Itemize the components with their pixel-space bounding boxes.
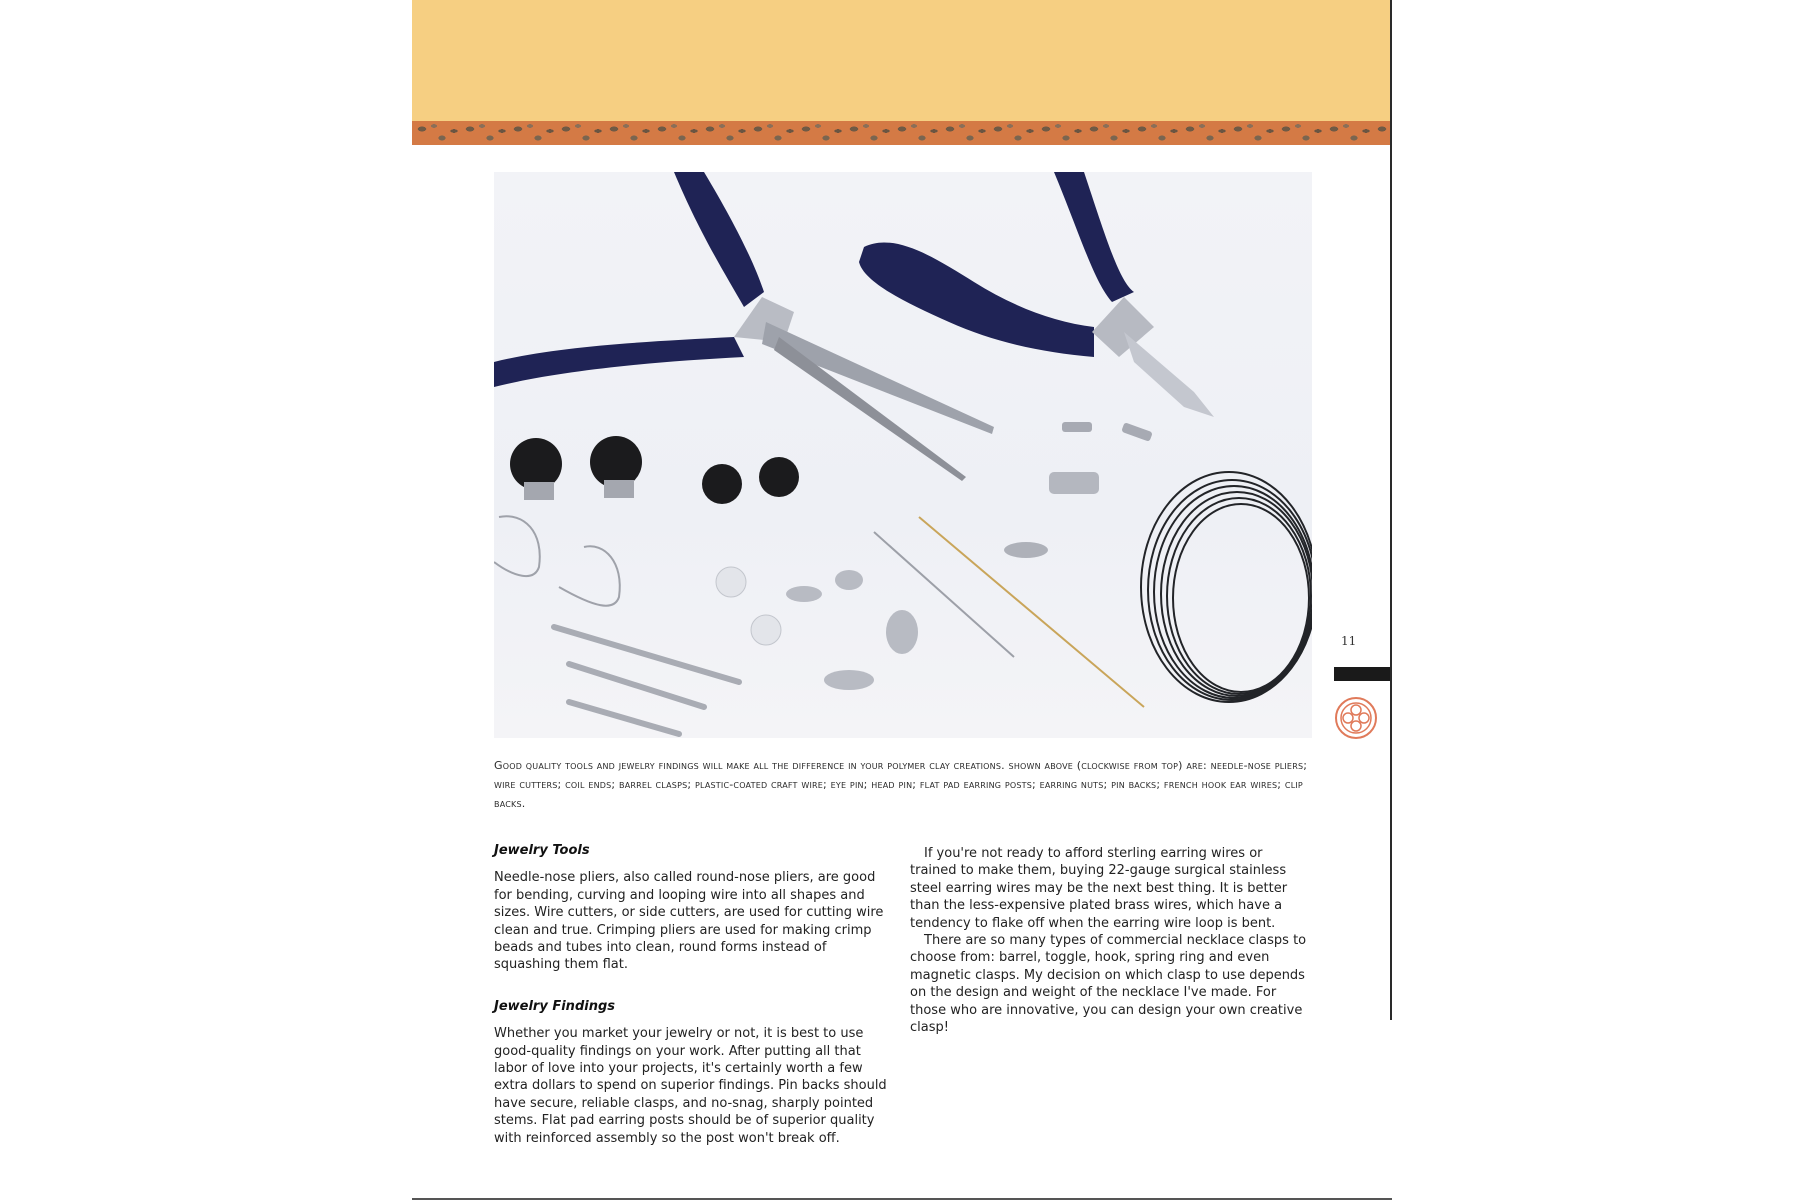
earring-nuts-icon (716, 567, 781, 645)
needle-nose-pliers-icon (494, 172, 994, 481)
photo-illustration (494, 172, 1312, 738)
top-color-band (412, 0, 1390, 121)
wire-cutters-icon (859, 172, 1214, 417)
left-column (494, 842, 894, 1171)
leopard-print-border (412, 121, 1390, 145)
clip-backs-icon (510, 436, 799, 504)
right-column (910, 845, 1310, 1036)
photo-caption: Good quality tools and jewelry findings will make all the difference in your polymer clay creations. shown above (clockwise from top) are: needle-nose pliers; wire cutters; coil ends; barrel clasps; plastic-coated craft wire; eye pin; head pin; flat pad earring posts; earring nuts; pin backs; french hook ear wires; clip backs. (494, 759, 1308, 810)
necklace-clasps-paragraph: There are so many types of commercial necklace clasps to choose from: barrel, toggle, hook, spring ring and even magnetic clasps. My decision on which clasp to use depends on the design and weight of the necklace I've made. For those who are innovative, you can design your own creative clasp! (910, 933, 1307, 1036)
coil-ends-icon (1062, 422, 1153, 442)
celtic-knot-ornament-icon (1334, 696, 1378, 740)
french-hook-ear-wires-icon (494, 516, 620, 605)
barrel-clasps-icon (1004, 472, 1099, 558)
thumb-tab-bar (1334, 667, 1390, 681)
pin-backs-icon (554, 627, 739, 734)
page-number: 11 (1341, 634, 1357, 648)
jewelry-tools-heading: Jewelry Tools (494, 843, 590, 858)
tools-and-findings-photo (494, 172, 1312, 738)
jewelry-findings-paragraph: Whether you market your jewelry or not, it is best to use good-quality findings on your work. After putting all that labor of love into your projects, it's certainly worth a few extra dollars to spend on superior findings. Pin backs should have secure, reliable clasps, and no-snag, sharply pointed stems. Flat pad earring posts should be of superior quality with reinforced assembly so the post won't break off. (494, 1026, 887, 1146)
flat-pad-earring-posts-icon (786, 570, 918, 690)
jewelry-findings-heading: Jewelry Findings (494, 998, 615, 1014)
page-edge-right (1390, 0, 1392, 1020)
jewelry-tools-paragraph: Needle-nose pliers, also called round-nose pliers, are good for bending, curving and looping wire into all shapes and sizes. Wire cutters, or side cutters, are used for cutting wire clean and true. Crimping pliers are used for making crimp beads and tubes into clean, round forms instead of squashing them flat. (494, 870, 884, 973)
earring-wires-paragraph: If you're not ready to afford sterling earring wires or trained to make them, buying 22-gauge surgical stainless steel earring wires may be the next best thing. It is better than the less-expensive plated brass wires, which have a tendency to flake off when the earring wire loop is bent. (910, 846, 1288, 931)
plastic-coated-craft-wire-icon (1141, 472, 1312, 702)
